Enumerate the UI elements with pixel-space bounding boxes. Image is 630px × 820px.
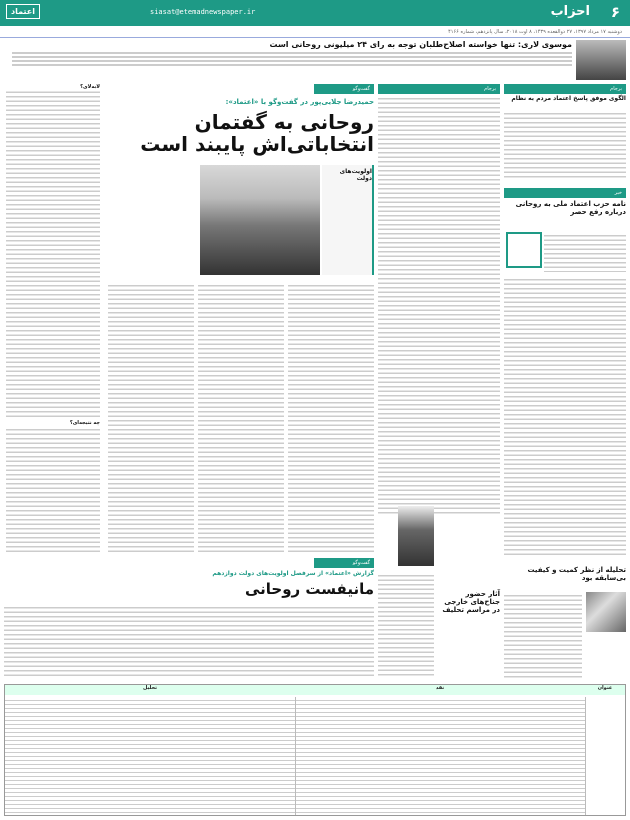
lead-body xyxy=(12,52,572,66)
report-title: مانیفست روحانی xyxy=(244,580,374,598)
right-text-block-4 xyxy=(504,592,582,678)
table-critique-cells xyxy=(295,697,585,815)
section-title: احزاب xyxy=(550,4,590,19)
table-col-title: عنوان xyxy=(585,685,625,695)
right-news-header: خبر xyxy=(504,188,626,198)
page-number: ۶ xyxy=(610,3,620,21)
right-headline-2: نامه حزب اعتماد ملی به روحانی درباره رفع حصر xyxy=(515,200,626,216)
left-box-subtitle: چه نتیجه‌ای؟ xyxy=(6,420,100,426)
cleric-photo xyxy=(586,592,626,632)
right-text-block-3 xyxy=(504,276,626,556)
quote-title: اولویت‌های دولت xyxy=(339,168,372,182)
right-headline-1: الگوی موفق پاسخ اعتماد مردم به نظام xyxy=(511,95,626,102)
left-box-title: لابه‌لای؟ xyxy=(6,84,100,90)
right-text-block-2 xyxy=(544,232,626,272)
right-headline-3: تحلیله از نظر کمیت و کیفیت بی‌سابقه بود xyxy=(527,566,626,582)
dateline: دوشنبه ۱۷ مرداد ۱۳۹۷، ۲۷ ذوالقعده ۱۴۳۹، ۸ اوت ۲۰۱۸، سال پانزدهم، شماره ۴۱۶۶ xyxy=(0,26,630,38)
report-text xyxy=(4,604,374,678)
interview-kicker: حمیدرضا جلایی‌پور در گفت‌وگو با «اعتماد»: xyxy=(225,98,374,106)
masthead-bar xyxy=(0,0,630,26)
interview-title-line2: انتخاباتی‌اش پایبند است xyxy=(140,132,374,156)
right-text-block-1 xyxy=(504,110,626,180)
col2-text xyxy=(378,95,500,515)
interview-section-label: گفت‌وگو xyxy=(314,84,374,94)
col2-lower-text xyxy=(378,572,434,676)
report-section-label: گفت‌وگو xyxy=(314,558,374,568)
comparison-table xyxy=(4,684,626,816)
interview-text-col2 xyxy=(198,282,284,552)
col2-header: برجام xyxy=(378,84,500,94)
lead-article xyxy=(12,40,572,78)
table-col-analysis: تحلیل xyxy=(5,685,295,695)
woman-photo xyxy=(398,506,434,566)
lead-photo xyxy=(576,40,626,80)
table-analysis-cells xyxy=(5,697,295,815)
report-kicker: گزارش «اعتماد» از سرفصل اولویت‌های دولت دوازدهم xyxy=(212,570,374,577)
lead-title: موسوی لاری: تنها خواسته اصلاح‌طلبان توجه به رای ۲۴ میلیونی روحانی است xyxy=(269,40,572,49)
table-col-critique: نقد xyxy=(295,685,585,695)
party-logo xyxy=(506,232,542,268)
left-text-col xyxy=(6,84,100,554)
interviewee-photo xyxy=(200,165,320,275)
table-row-labels xyxy=(585,697,625,815)
right-section-header: برجام xyxy=(504,84,626,94)
right-headline-4: آثار حضور جناح‌های خارجی در مراسم تحلیف xyxy=(442,590,500,614)
newspaper-logo: اعتماد xyxy=(6,4,40,19)
interview-text-col3 xyxy=(108,282,194,552)
site-email: siasat@etemadnewspaper.ir xyxy=(150,8,256,16)
interview-title-line1: روحانی به گفتمان xyxy=(194,110,374,134)
interview-text-col1 xyxy=(288,282,374,552)
